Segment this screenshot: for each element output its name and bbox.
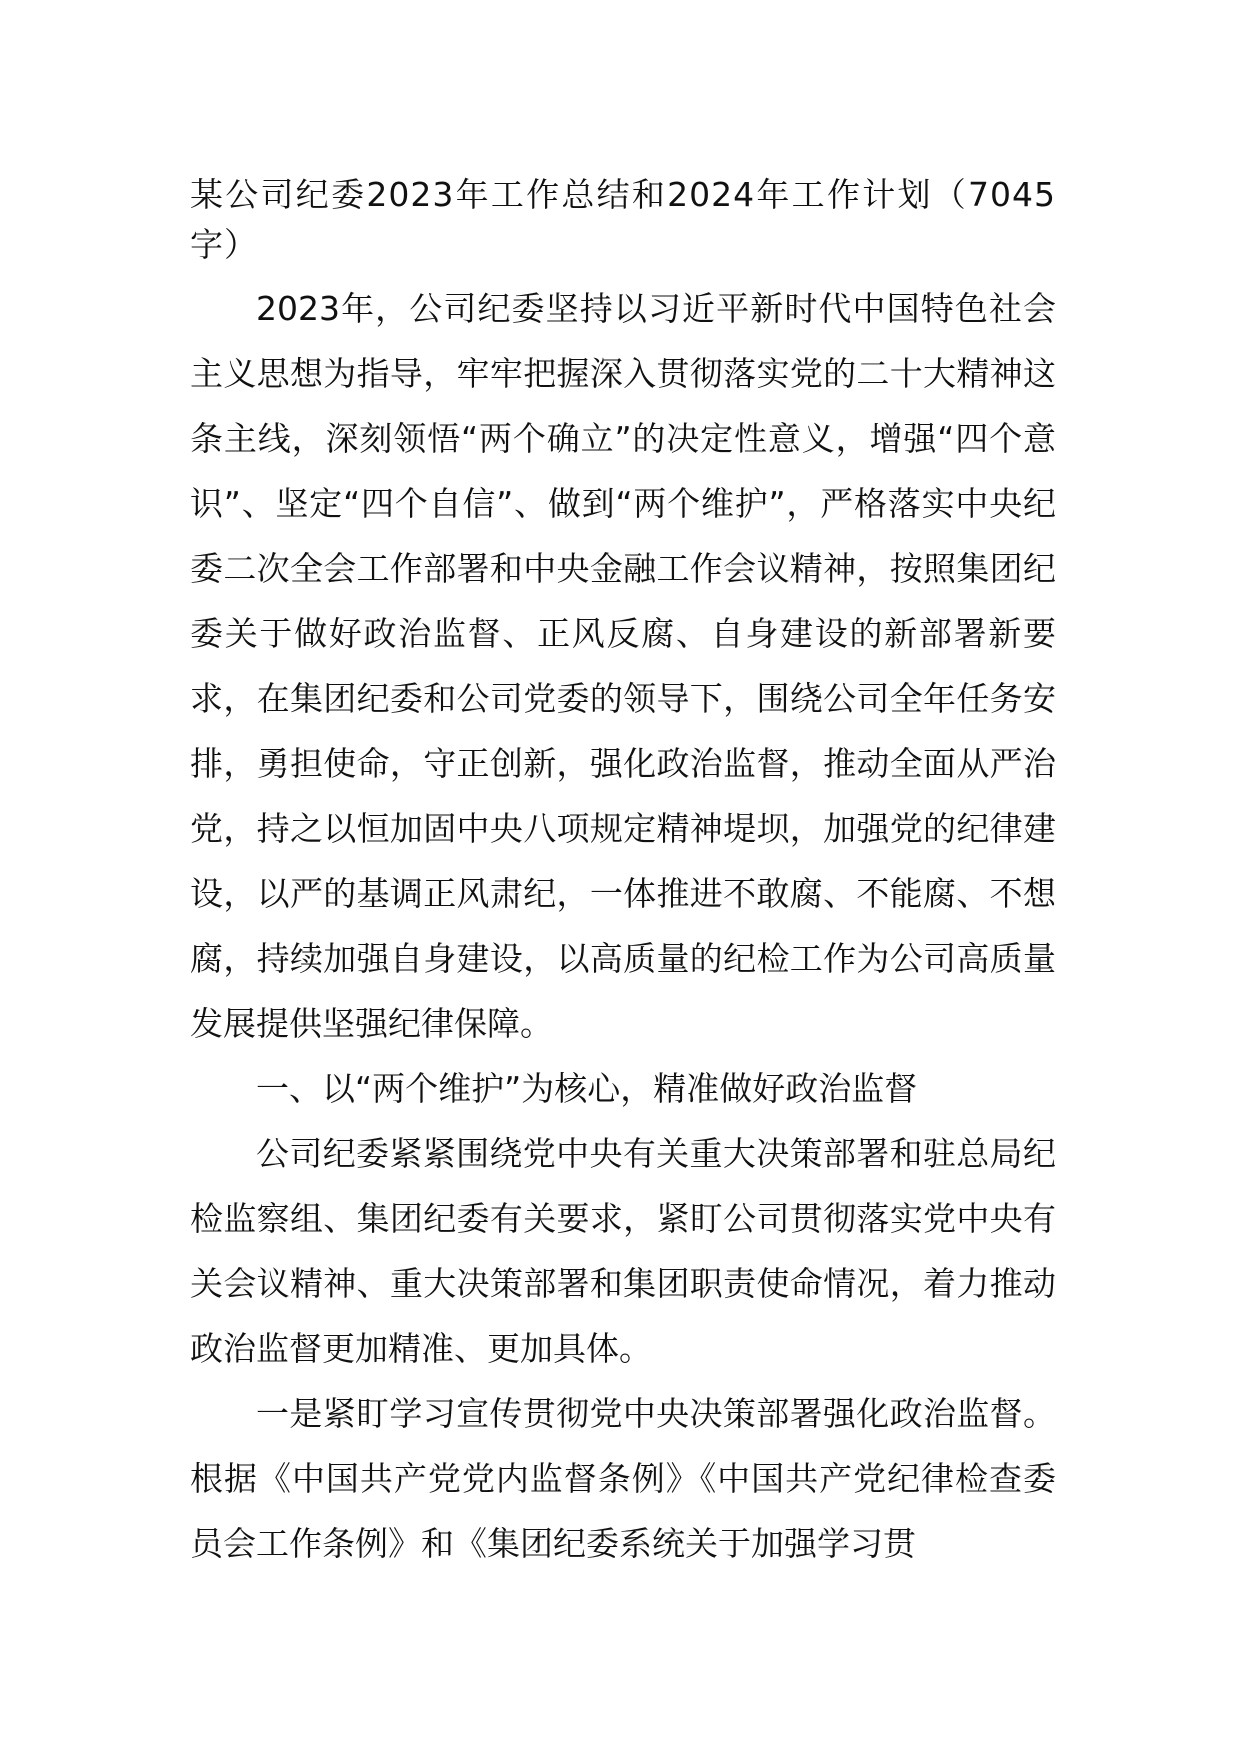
section-1-heading: 一、以“两个维护”为核心，精准做好政治监督 <box>256 1069 918 1108</box>
document-title: 某公司纪委2023年工作总结和2024年工作计划（7045字） <box>190 175 1056 264</box>
section-1-paragraph-1: 公司纪委紧紧围绕党中央有关重大决策部署和驻总局纪检监察组、集团纪委有关要求，紧盯公司贯彻落实党中央有关会议精神、重大决策部署和集团职责使命情况，着力推动政治监督更加精准、更加具体。 <box>190 1134 1056 1368</box>
intro-paragraph: 2023年，公司纪委坚持以习近平新时代中国特色社会主义思想为指导，牢牢把握深入贯彻落实党的二十大精神这条主线，深刻领悟“两个确立”的决定性意义，增强“四个意识”、坚定“四个自信”、做到“两个维护”，严格落实中央纪委二次全会工作部署和中央金融工作会议精神，按照集团纪委关于做好政治监督、正风反腐、自身建设的新部署新要求，在集团纪委和公司党委的领导下，围绕公司全年任务安排，勇担使命，守正创新，强化政治监督，推动全面从严治党，持之以恒加固中央八项规定精神堤坝，加强党的纪律建设，以严的基调正风肃纪，一体推进不敢腐、不能腐、不想腐，持续加强自身建设，以高质量的纪检工作为公司高质量发展提供坚强纪律保障。 <box>190 289 1056 1043</box>
document-page <box>190 170 1056 1576</box>
section-1-paragraph-2: 一是紧盯学习宣传贯彻党中央决策部署强化政治监督。根据《中国共产党党内监督条例》《中国共产党纪律检查委员会工作条例》和《集团纪委系统关于加强学习贯 <box>190 1394 1056 1563</box>
